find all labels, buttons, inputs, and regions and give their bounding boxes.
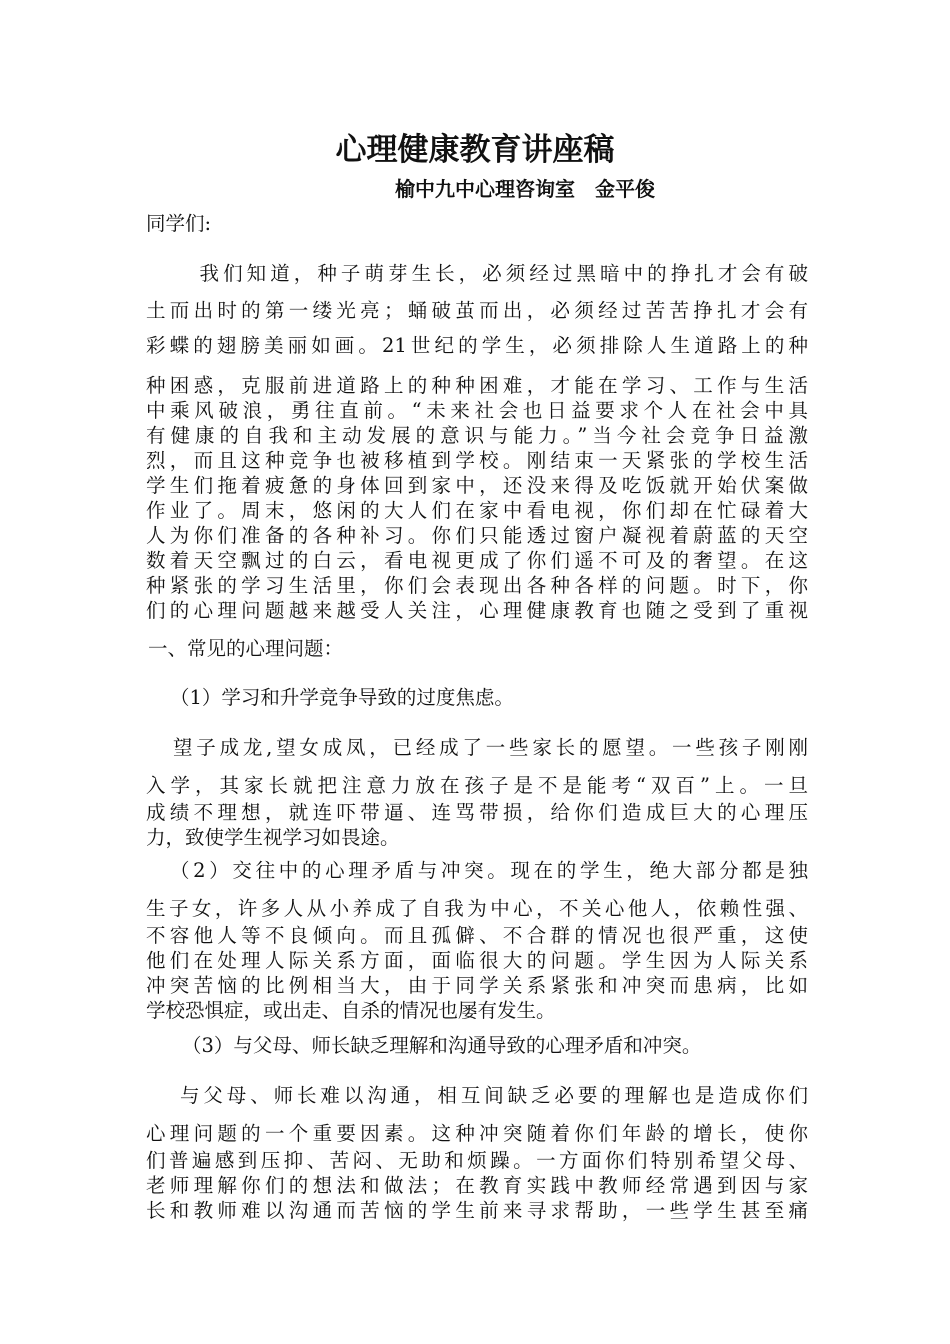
text-line: 不容他人等不良倾向。而且孤僻、不合群的情况也很严重，这使 [146,924,808,947]
text-line: 他们在处理人际关系方面，面临很大的问题。学生因为人际关系 [146,949,808,972]
document-author: 榆中九中心理咨询室 金平俊 [395,177,655,201]
text-line: 作业了。周末，悠闲的大人们在家中看电视，你们却在忙碌着大 [146,499,808,522]
subheading: （3）与父母、师长缺乏理解和沟通导致的心理矛盾和冲突。 [182,1034,702,1057]
text-line: 学校恐惧症，或出走、自杀的情况也屡有发生。 [146,999,556,1022]
text-line: 与父母、师长难以沟通，相互间缺乏必要的理解也是造成你们 [180,1084,808,1107]
text-line: 种困惑，克服前进道路上的种种困难，才能在学习、工作与生活 [146,374,808,397]
salutation: 同学们: [146,212,212,235]
text-line: 们普遍感到压抑、苦闷、无助和烦躁。一方面你们特别希望父母、 [146,1149,808,1172]
text-line: 老师理解你们的想法和做法；在教育实践中教师经常遇到因与家 [146,1174,808,1197]
text-line: 中乘风破浪，勇往直前。“未来社会也日益要求个人在社会中具 [146,399,808,422]
text-line: （2）交往中的心理矛盾与冲突。现在的学生，绝大部分都是独 [170,859,808,882]
text-line: 彩蝶的翅膀美丽如画。21世纪的学生，必须排除人生道路上的种 [146,334,808,357]
subheading: （1）学习和升学竞争导致的过度焦虑。 [170,686,514,709]
text-line: 人为你们准备的各种补习。你们只能透过窗户凝视着蔚蓝的天空 [146,524,808,547]
text-line: 们的心理问题越来越受人关注，心理健康教育也随之受到了重视 [146,599,808,622]
text-line: 我们知道，种子萌芽生长，必须经过黑暗中的挣扎才会有破 [176,262,808,285]
text-line: 心理问题的一个重要因素。这种冲突随着你们年龄的增长，使你 [146,1122,808,1145]
text-line: 长和教师难以沟通而苦恼的学生前来寻求帮助，一些学生甚至痛 [146,1199,808,1222]
text-line: 有健康的自我和主动发展的意识与能力。”当今社会竞争日益激 [146,424,808,447]
text-line: 力，致使学生视学习如畏途。 [146,826,400,849]
text-line: 种紧张的学习生活里，你们会表现出各种各样的问题。时下，你 [146,574,808,597]
text-line: 生子女，许多人从小养成了自我为中心，不关心他人，依赖性强、 [146,897,808,920]
text-line: 望子成龙,望女成凤，已经成了一些家长的愿望。一些孩子刚刚 [173,736,808,759]
section-heading: 一、常见的心理问题： [148,637,344,660]
text-line: 烈，而且这种竞争也被移植到学校。刚结束一天紧张的学校生活 [146,449,808,472]
text-line: 成绩不理想，就连吓带逼、连骂带损，给你们造成巨大的心理压 [146,801,808,824]
text-line: 土而出时的第一缕光亮；蛹破茧而出，必须经过苦苦挣扎才会有 [146,299,808,322]
text-line: 数着天空飘过的白云，看电视更成了你们遥不可及的奢望。在这 [146,549,808,572]
text-line: 入学，其家长就把注意力放在孩子是不是能考“双百”上。一旦 [146,774,808,797]
text-line: 学生们拖着疲惫的身体回到家中，还没来得及吃饭就开始伏案做 [146,474,808,497]
text-line: 冲突苦恼的比例相当大，由于同学关系紧张和冲突而患病，比如 [146,974,808,997]
document-title: 心理健康教育讲座稿 [335,132,615,168]
